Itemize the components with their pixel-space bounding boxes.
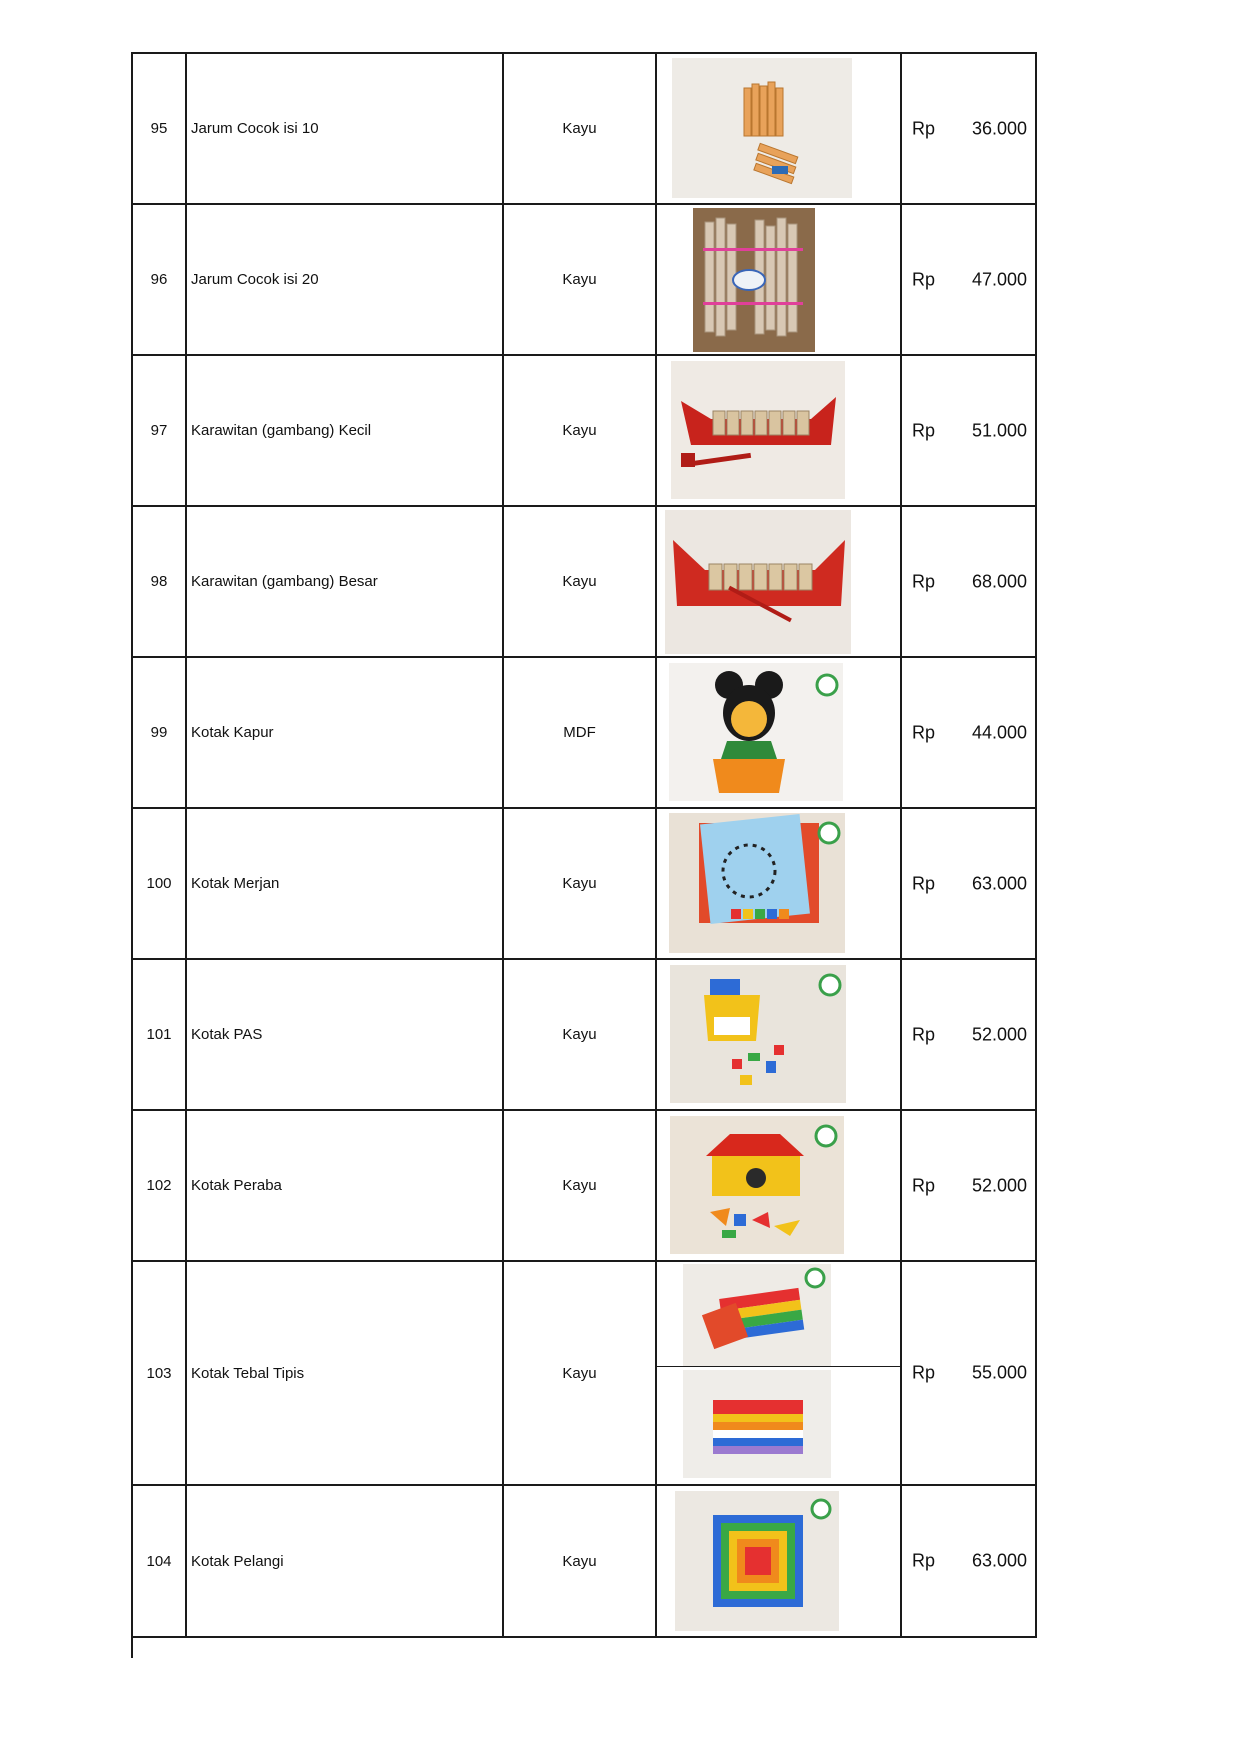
item-number: 103 xyxy=(133,1262,187,1486)
currency-label: Rp xyxy=(912,1175,936,1195)
currency-label: Rp xyxy=(912,1024,936,1044)
item-material: Kayu xyxy=(504,507,657,658)
table-row xyxy=(133,658,1037,809)
item-number: 95 xyxy=(133,54,187,205)
item-number: 99 xyxy=(133,658,187,809)
item-image-cell xyxy=(657,205,902,356)
currency-label: Rp xyxy=(912,1550,936,1571)
currency-label: Rp xyxy=(912,269,936,289)
table-row xyxy=(133,205,1037,356)
item-price xyxy=(902,1486,1037,1638)
item-material: Kayu xyxy=(504,205,657,356)
thick-thin-stack-photo xyxy=(683,1370,831,1478)
item-material: MDF xyxy=(504,658,657,809)
item-name: Kotak Tebal Tipis xyxy=(187,1262,504,1486)
item-price xyxy=(902,507,1037,658)
item-image-cell xyxy=(657,1486,902,1638)
currency-label: Rp xyxy=(912,873,936,893)
table-row xyxy=(133,507,1037,658)
xylophone-large-photo xyxy=(665,510,851,654)
thick-thin-box-photo xyxy=(683,1264,831,1366)
touch-box-photo xyxy=(670,1116,844,1254)
item-material: Kayu xyxy=(504,960,657,1111)
item-image-cell xyxy=(657,54,902,205)
item-image-cell xyxy=(657,658,902,809)
item-price xyxy=(902,54,1037,205)
item-image-cell xyxy=(657,960,902,1111)
item-number: 96 xyxy=(133,205,187,356)
rainbow-box-photo xyxy=(675,1491,839,1631)
item-material: Kayu xyxy=(504,356,657,507)
item-material: Kayu xyxy=(504,1486,657,1638)
item-name: Karawitan (gambang) Besar xyxy=(187,507,504,658)
table-row xyxy=(133,960,1037,1111)
item-price xyxy=(902,205,1037,356)
item-image-cell xyxy=(657,809,902,960)
item-material: Kayu xyxy=(504,54,657,205)
shape-sorter-box-photo xyxy=(670,965,846,1103)
item-material: Kayu xyxy=(504,809,657,960)
item-name: Kotak Merjan xyxy=(187,809,504,960)
product-price-table xyxy=(131,52,1037,1658)
chalk-box-mouse-photo xyxy=(669,663,843,801)
item-name: Kotak Pelangi xyxy=(187,1486,504,1638)
item-price xyxy=(902,658,1037,809)
item-name: Kotak Kapur xyxy=(187,658,504,809)
table-row xyxy=(133,356,1037,507)
item-number: 104 xyxy=(133,1486,187,1638)
table-row xyxy=(133,809,1037,960)
price-amount: 52.000 xyxy=(971,1175,1027,1195)
item-image-cell xyxy=(657,356,902,507)
item-name: Karawitan (gambang) Kecil xyxy=(187,356,504,507)
item-name: Jarum Cocok isi 10 xyxy=(187,54,504,205)
price-amount: 36.000 xyxy=(971,118,1027,138)
currency-label: Rp xyxy=(912,118,936,138)
item-price xyxy=(902,1111,1037,1262)
item-number: 101 xyxy=(133,960,187,1111)
item-material: Kayu xyxy=(504,1262,657,1486)
bead-box-photo xyxy=(669,813,845,953)
price-amount: 51.000 xyxy=(971,420,1027,440)
item-name: Kotak Peraba xyxy=(187,1111,504,1262)
price-amount: 47.000 xyxy=(971,269,1027,289)
price-amount: 55.000 xyxy=(971,1362,1027,1383)
item-image-cell xyxy=(657,507,902,658)
item-price xyxy=(902,960,1037,1111)
item-number: 100 xyxy=(133,809,187,960)
price-amount: 63.000 xyxy=(971,1550,1027,1571)
price-amount: 44.000 xyxy=(971,722,1027,742)
price-amount: 63.000 xyxy=(971,873,1027,893)
item-image-cell xyxy=(657,1111,902,1262)
item-number: 98 xyxy=(133,507,187,658)
table-row xyxy=(133,1262,1037,1486)
image-divider xyxy=(657,1366,900,1367)
currency-label: Rp xyxy=(912,1362,936,1383)
currency-label: Rp xyxy=(912,420,936,440)
item-material: Kayu xyxy=(504,1111,657,1262)
table-row xyxy=(133,1111,1037,1262)
xylophone-small-photo xyxy=(671,361,845,499)
price-amount: 52.000 xyxy=(971,1024,1027,1044)
currency-label: Rp xyxy=(912,571,936,591)
price-amount: 68.000 xyxy=(971,571,1027,591)
pencil-bundle-small-photo xyxy=(672,58,852,198)
pencil-bundle-large-photo xyxy=(693,208,815,352)
table-row xyxy=(133,1486,1037,1638)
item-price xyxy=(902,1262,1037,1486)
item-image-cell xyxy=(657,1262,902,1486)
table-row xyxy=(133,54,1037,205)
item-price xyxy=(902,356,1037,507)
currency-label: Rp xyxy=(912,722,936,742)
item-number: 97 xyxy=(133,356,187,507)
item-number: 102 xyxy=(133,1111,187,1262)
item-name: Kotak PAS xyxy=(187,960,504,1111)
item-name: Jarum Cocok isi 20 xyxy=(187,205,504,356)
item-price xyxy=(902,809,1037,960)
